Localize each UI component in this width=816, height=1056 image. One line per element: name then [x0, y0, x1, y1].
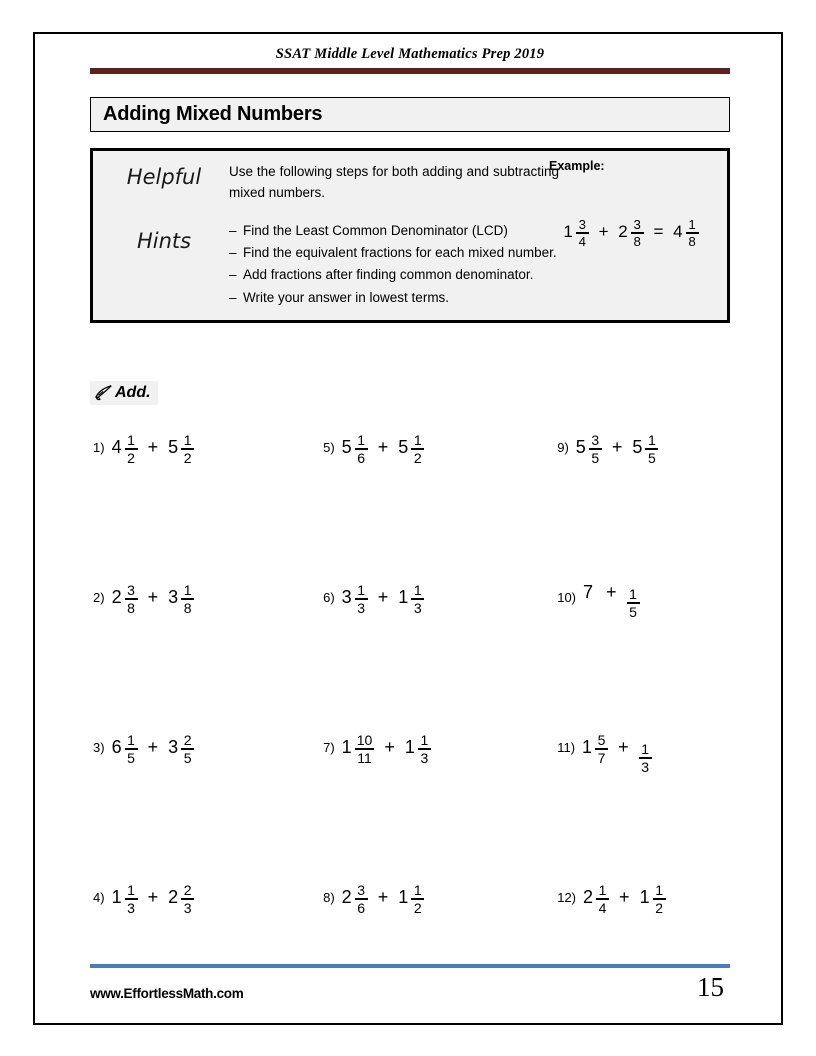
fraction	[181, 433, 194, 465]
problem-grid	[90, 432, 730, 1032]
whole-number: 1	[404, 737, 415, 758]
problem-number: 8)	[323, 889, 335, 905]
denominator: 8	[127, 599, 135, 616]
operator-equals: =	[653, 222, 664, 242]
hints-step-label: Find the Least Common Denominator (LCD)	[243, 222, 508, 238]
numerator: 3	[127, 581, 135, 598]
numerator: 1	[688, 217, 696, 232]
term-right	[398, 582, 424, 614]
hints-label-helpful: Helpful	[126, 165, 202, 189]
operator-plus: +	[147, 737, 159, 758]
numerator: 3	[357, 881, 366, 898]
example-term-b	[618, 217, 643, 248]
whole-number: 2	[111, 587, 122, 608]
numerator: 1	[655, 881, 663, 898]
hints-intro-text: Use the following steps for both adding and subtracting mixed numbers.	[229, 164, 559, 200]
operator-plus: +	[384, 737, 395, 758]
denominator: 3	[127, 899, 135, 916]
operator-plus: +	[606, 581, 617, 602]
fraction	[639, 742, 652, 774]
hints-step-label: Add fractions after finding common denominator.	[243, 267, 534, 283]
problem-number: 6)	[323, 589, 335, 605]
whole-number: 3	[168, 587, 179, 608]
hints-label-column	[99, 159, 229, 310]
term-right	[632, 432, 658, 464]
fraction	[645, 433, 658, 465]
denominator: 8	[688, 234, 696, 250]
term-right	[398, 882, 424, 914]
hints-step-item	[229, 221, 574, 241]
whole-number: 2	[341, 887, 352, 908]
problem-row	[90, 882, 730, 1032]
numerator: 5	[597, 731, 606, 748]
operator-plus: +	[377, 437, 389, 458]
numerator: 1	[357, 431, 366, 448]
problem-number: 3)	[93, 739, 105, 755]
problem-expression	[576, 432, 659, 464]
denominator: 4	[578, 234, 587, 250]
fraction	[125, 583, 138, 615]
problem-number: 2)	[93, 589, 105, 605]
problem-expression	[582, 732, 652, 774]
whole-number: 5	[168, 437, 179, 458]
problem-number: 11)	[557, 739, 576, 755]
hints-step-item	[229, 243, 574, 263]
term-right	[168, 882, 194, 914]
numerator: 1	[413, 431, 422, 448]
dash-bullet-icon: –	[229, 245, 237, 261]
term-left	[582, 732, 608, 764]
operator-plus: +	[377, 587, 389, 608]
denominator: 2	[183, 449, 192, 466]
numerator: 2	[183, 731, 192, 748]
dash-bullet-icon: –	[229, 222, 237, 238]
numerator: 1	[420, 731, 429, 748]
whole-number: 3	[168, 737, 179, 758]
term-right	[168, 582, 194, 614]
problem-expression	[583, 882, 666, 914]
header-rule	[90, 68, 730, 74]
whole-number: 6	[111, 737, 122, 758]
fraction	[653, 883, 666, 915]
denominator: 3	[357, 599, 366, 616]
denominator: 8	[633, 234, 641, 250]
directions-banner	[90, 381, 158, 405]
footer-website-link[interactable]: www.EffortlessMath.com	[90, 986, 244, 1001]
operator-plus: +	[618, 737, 629, 758]
fraction	[631, 218, 644, 249]
footer-rule	[90, 964, 730, 968]
fraction	[125, 733, 138, 765]
pen-writing-icon	[94, 385, 114, 401]
numerator: 1	[127, 731, 135, 748]
whole-number: 2	[583, 887, 594, 908]
problem-expression	[112, 732, 195, 764]
denominator: 5	[629, 603, 637, 620]
problem-expression	[112, 582, 195, 614]
whole-number: 7	[583, 581, 594, 602]
problem-item	[307, 432, 537, 582]
problem-expression	[583, 582, 640, 618]
footer-row	[90, 974, 730, 1001]
whole-number: 1	[111, 887, 122, 908]
denominator: 3	[420, 749, 429, 766]
numerator: 3	[578, 217, 587, 232]
hints-step-item	[229, 288, 574, 308]
whole-number: 1	[398, 887, 409, 908]
dash-bullet-icon: –	[229, 289, 237, 305]
fraction	[411, 583, 424, 615]
whole-number: 2	[618, 222, 628, 242]
helpful-hints-box	[90, 148, 730, 323]
hints-label-hints: Hints	[136, 229, 192, 253]
denominator: 7	[597, 749, 606, 766]
problem-item	[537, 582, 730, 732]
whole-number: 5	[632, 437, 643, 458]
problem-number: 9)	[557, 439, 569, 455]
numerator: 1	[413, 581, 422, 598]
term-left	[342, 732, 375, 764]
denominator: 5	[591, 449, 600, 466]
fraction	[589, 433, 602, 465]
denominator: 8	[183, 599, 192, 616]
fraction	[181, 883, 194, 915]
page-number: 15	[697, 972, 724, 1002]
operator-plus: +	[147, 587, 159, 608]
denominator: 5	[127, 749, 135, 766]
problem-item	[90, 432, 307, 582]
fraction	[125, 433, 138, 465]
whole-number: 1	[639, 887, 650, 908]
problem-item	[90, 732, 307, 882]
whole-number: 1	[341, 737, 352, 758]
whole-number: 1	[398, 587, 409, 608]
operator-plus: +	[598, 222, 609, 242]
problem-number: 7)	[323, 739, 335, 755]
page-footer	[90, 964, 730, 1001]
problem-row	[90, 732, 730, 882]
problem-expression	[112, 882, 195, 914]
operator-plus: +	[377, 887, 389, 908]
term-left	[576, 432, 602, 464]
example-term-c	[673, 217, 698, 248]
denominator: 2	[127, 449, 135, 466]
fraction	[418, 733, 431, 765]
whole-number: 1	[563, 222, 573, 242]
denominator: 5	[183, 749, 192, 766]
problem-expression	[342, 582, 425, 614]
fraction	[181, 583, 194, 615]
whole-number: 2	[168, 887, 179, 908]
problem-expression	[342, 732, 431, 764]
hints-step-label: Write your answer in lowest terms.	[243, 289, 450, 305]
page-frame	[33, 32, 783, 1025]
numerator: 1	[647, 431, 656, 448]
term-right	[168, 732, 194, 764]
running-header-title: SSAT Middle Level Mathematics Prep 2019	[275, 46, 545, 62]
problem-item	[307, 582, 537, 732]
whole-number: 4	[111, 437, 122, 458]
whole-number: 5	[398, 437, 409, 458]
numerator: 1	[183, 581, 192, 598]
whole-number: 4	[673, 222, 683, 242]
numerator: 3	[591, 431, 600, 448]
section-title-box	[90, 97, 730, 132]
operator-plus: +	[147, 437, 159, 458]
problem-row	[90, 432, 730, 582]
example-label: Example:	[549, 159, 605, 173]
denominator: 5	[647, 449, 656, 466]
fraction	[596, 883, 609, 915]
denominator: 3	[413, 599, 422, 616]
fraction	[355, 733, 375, 765]
fraction	[411, 433, 424, 465]
term-right	[398, 432, 424, 464]
numerator: 3	[633, 217, 641, 232]
problem-expression	[112, 432, 195, 464]
problem-item	[537, 432, 730, 582]
problem-number: 1)	[93, 439, 105, 455]
numerator: 1	[641, 741, 650, 758]
operator-plus: +	[611, 437, 623, 458]
term-left	[112, 432, 138, 464]
term-left	[583, 582, 596, 603]
numerator: 1	[629, 585, 637, 602]
page-title: Adding Mixed Numbers	[103, 103, 323, 125]
fraction	[627, 587, 640, 619]
directions-label: Add.	[115, 383, 151, 401]
page-content	[90, 46, 730, 1011]
denominator: 2	[413, 899, 422, 916]
fraction	[355, 883, 368, 915]
operator-plus: +	[147, 887, 159, 908]
term-left	[342, 882, 368, 914]
denominator: 4	[598, 899, 607, 916]
problem-item	[537, 882, 730, 1032]
fraction	[595, 733, 608, 765]
problem-item	[90, 882, 307, 1032]
term-left	[342, 582, 368, 614]
problem-expression	[342, 882, 425, 914]
hints-step-item	[229, 265, 574, 285]
problem-expression	[342, 432, 425, 464]
term-left	[112, 882, 138, 914]
term-left	[112, 732, 138, 764]
whole-number: 3	[341, 587, 352, 608]
numerator: 1	[413, 881, 422, 898]
problem-number: 4)	[93, 889, 105, 905]
fraction	[355, 433, 368, 465]
denominator: 3	[641, 759, 650, 776]
denominator: 6	[357, 899, 366, 916]
problem-number: 5)	[323, 439, 335, 455]
numerator: 1	[127, 431, 135, 448]
whole-number: 5	[575, 437, 586, 458]
hints-step-list	[229, 221, 574, 308]
numerator: 10	[356, 731, 373, 748]
operator-plus: +	[619, 887, 630, 908]
term-right	[168, 432, 194, 464]
problem-row	[90, 582, 730, 732]
fraction	[411, 883, 424, 915]
denominator: 2	[655, 899, 663, 916]
numerator: 1	[127, 881, 135, 898]
example-expression	[541, 217, 721, 248]
fraction	[686, 218, 699, 249]
numerator: 1	[598, 881, 607, 898]
hints-step-label: Find the equivalent fractions for each mixed number.	[243, 245, 557, 261]
fraction	[125, 883, 138, 915]
problem-number: 12)	[557, 889, 577, 905]
problem-item	[537, 732, 730, 882]
numerator: 1	[357, 581, 366, 598]
problem-number: 10)	[557, 589, 577, 605]
problem-item	[307, 882, 537, 1032]
fraction	[576, 218, 589, 249]
fraction	[181, 733, 194, 765]
numerator: 1	[183, 431, 192, 448]
term-right	[640, 882, 666, 914]
fraction	[355, 583, 368, 615]
term-right	[405, 732, 431, 764]
problem-item	[90, 582, 307, 732]
example-column	[541, 159, 721, 248]
denominator: 2	[413, 449, 422, 466]
denominator: 11	[357, 749, 372, 766]
numerator: 2	[183, 881, 192, 898]
whole-number: 5	[341, 437, 352, 458]
dash-bullet-icon: –	[229, 267, 237, 283]
denominator: 3	[183, 899, 192, 916]
problem-item	[307, 732, 537, 882]
denominator: 6	[357, 449, 366, 466]
term-right	[639, 741, 652, 776]
term-left	[342, 432, 368, 464]
example-term-a	[563, 217, 588, 248]
term-left	[112, 582, 138, 614]
whole-number: 1	[582, 737, 593, 758]
term-right	[627, 586, 640, 618]
hints-body-column	[229, 159, 717, 310]
term-left	[583, 882, 609, 914]
